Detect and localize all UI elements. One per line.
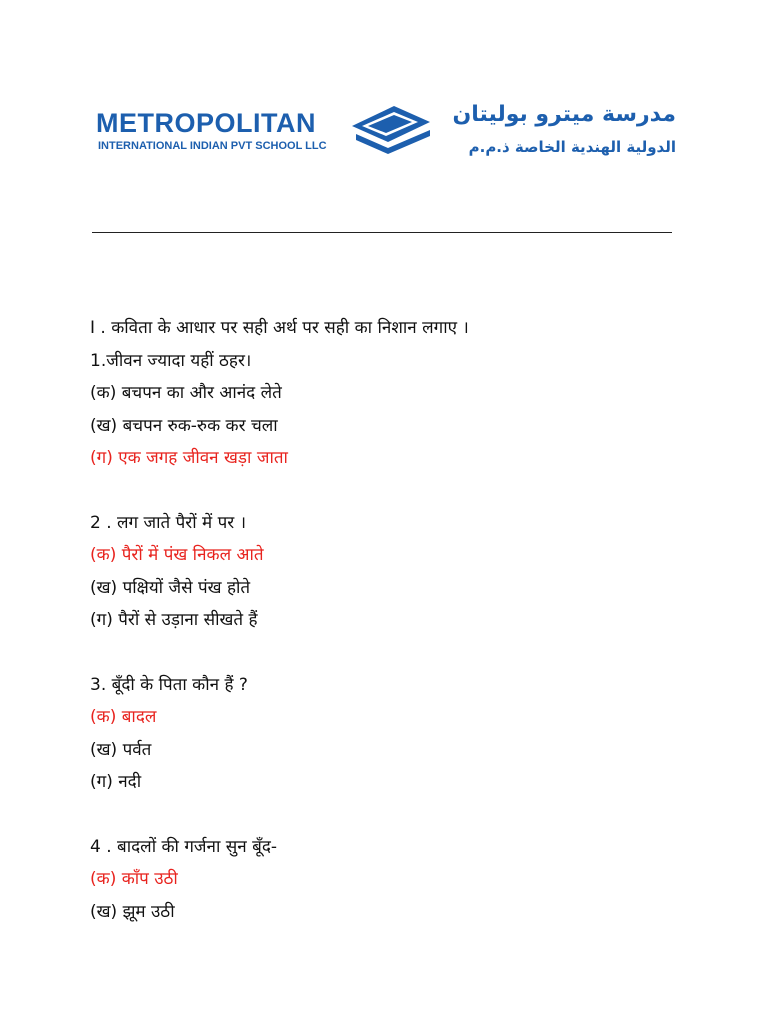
school-subtitle-arabic: الدولية الهندية الخاصة ذ.م.م	[468, 138, 676, 156]
question-spacer	[90, 799, 690, 831]
header-divider	[92, 232, 672, 233]
question-list	[90, 345, 690, 929]
answer-option: (ख) बचपन रुक-रुक कर चला	[90, 415, 278, 436]
school-name-arabic: مدرسة ميترو بوليتان	[452, 102, 676, 127]
answer-option: (ख) पक्षियों जैसे पंख होते	[90, 577, 251, 598]
correct-answer-option: (क) काँप उठी	[90, 869, 178, 889]
answer-option: (क) बचपन का और आनंद लेते	[90, 383, 282, 403]
answer-option: (ख) झूम उठी	[90, 901, 175, 922]
question-text: 1.जीवन ज्यादा यहीं ठहर।	[90, 350, 252, 371]
correct-answer-option: (ग) एक जगह जीवन खड़ा जाता	[90, 448, 288, 468]
answer-option: (ग) नदी	[90, 772, 142, 792]
school-header	[96, 98, 676, 168]
correct-answer-option: (क) पैरों में पंख निकल आते	[90, 545, 264, 565]
instruction-text: I . कविता के आधार पर सही अर्थ पर सही का निशान लगाए ।	[90, 318, 469, 338]
question-text: 4 . बादलों की गर्जना सुन बूँद-	[90, 836, 277, 857]
school-name: METROPOLITAN	[96, 108, 316, 138]
graduation-cap-icon	[350, 104, 432, 154]
question-text: 2 . लग जाते पैरों में पर ।	[90, 512, 247, 533]
question-spacer	[90, 637, 690, 669]
answer-option: (ग) पैरों से उड़ाना सीखते हैं	[90, 610, 258, 630]
correct-answer-option: (क) बादल	[90, 707, 157, 727]
school-subtitle: INTERNATIONAL INDIAN PVT SCHOOL LLC	[98, 140, 327, 152]
question-text: 3. बूँदी के पिता कौन हैं ?	[90, 674, 248, 695]
worksheet-content	[90, 312, 690, 928]
answer-option: (ख) पर्वत	[90, 739, 152, 760]
question-spacer	[90, 475, 690, 507]
